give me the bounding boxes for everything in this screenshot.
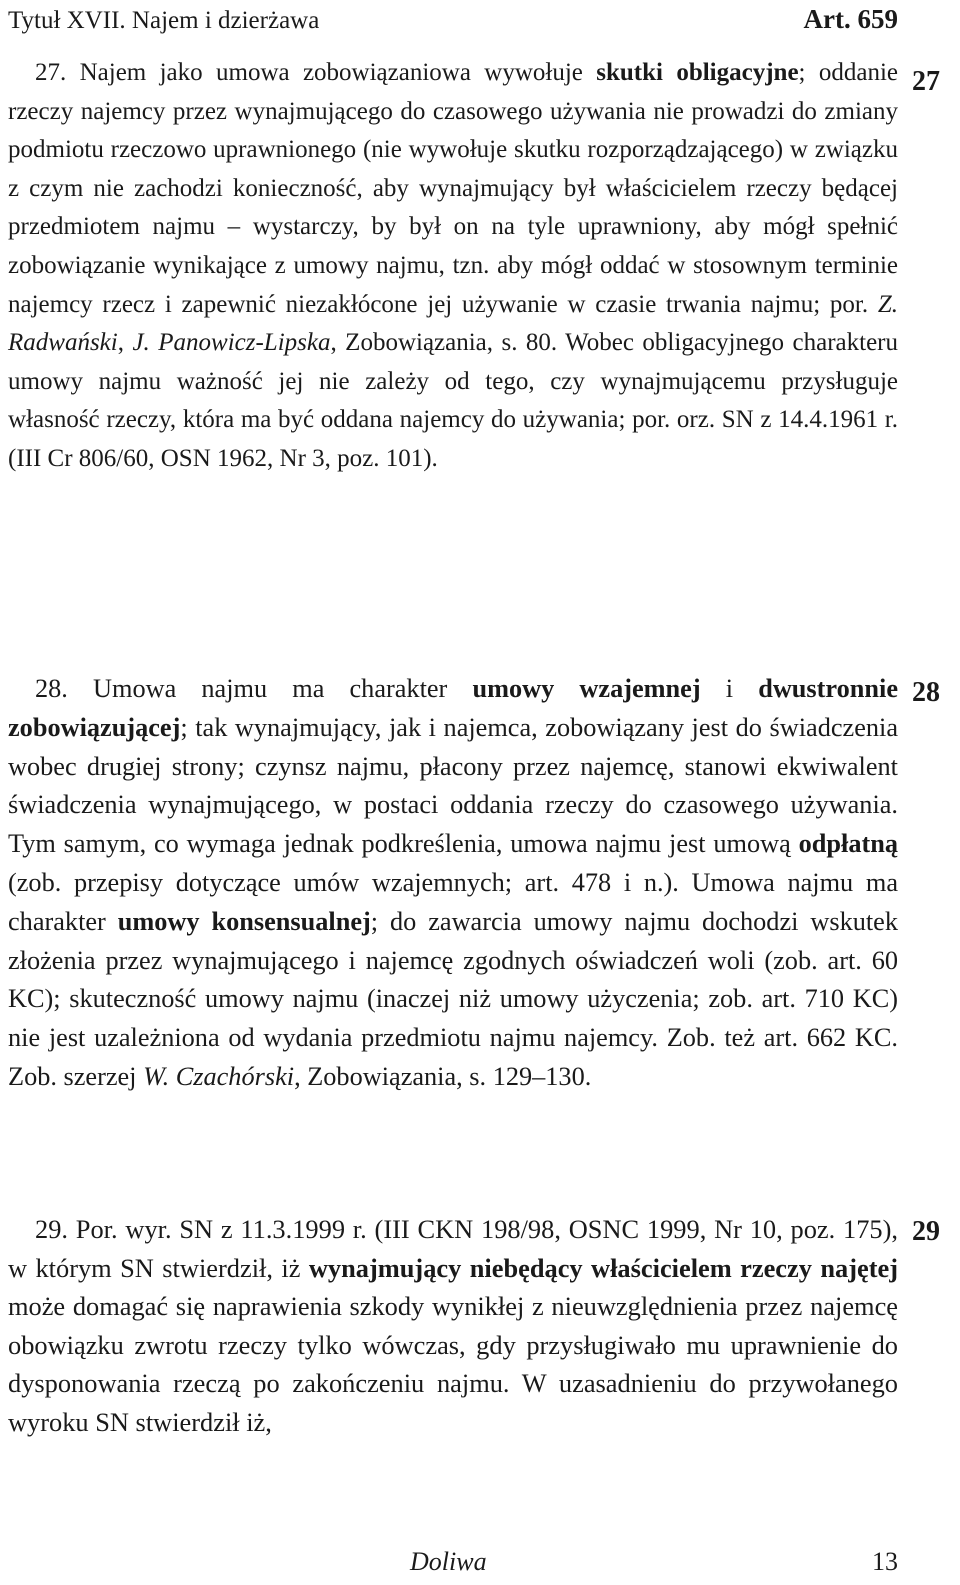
- author-name: Z. Radwański: [8, 290, 898, 357]
- margin-number-28: 28: [912, 677, 940, 708]
- paragraph-27: [8, 54, 898, 479]
- bold-term: odpłatną: [798, 829, 898, 859]
- footer-author: Doliwa: [410, 1547, 487, 1576]
- page-number: 13: [872, 1547, 898, 1576]
- author-name: W. Czachórski: [143, 1061, 295, 1091]
- text-run: ; oddanie rzeczy najemcy przez wynajmującego do czasowego używania nie prowadzi do zmiany podmiotu rzeczowo uprawnionego (nie wywołuje skutku rozporządzającego) w związku z czym nie zachodzi konieczność, aby wynajmujący był właścicielem rzeczy będącej przedmiotem najmu – wystarczy, by był on na tyle uprawniony, aby mógł spełnić zobowiązanie wynikające z umowy najmu, tzn. aby mógł oddać w stosownym terminie najemcy rzecz i zapewnić niezakłócone jej używanie w czasie trwania najmu; por.: [8, 59, 898, 318]
- text-run: ,: [117, 329, 133, 357]
- bold-term: umowy wzajemnej: [472, 674, 701, 703]
- text-run: , Zobowiązania, s. 129–130.: [294, 1061, 592, 1091]
- bold-term: skutki obligacyjne: [596, 59, 799, 86]
- text-run: Najem jako umowa zobowiązaniowa wywołuje: [66, 59, 597, 86]
- author-name: J. Panowicz-Lipska: [132, 329, 331, 357]
- text-run: Umowa najmu ma charakter: [67, 674, 473, 703]
- bold-term: umowy konsensualnej: [117, 906, 371, 936]
- text-run: może domagać się naprawienia szkody wynikłej z nieuwzględnienia przez najemcę obowiązku zwrotu rzeczy tylko wówczas, gdy przysługiwało mu uprawnienie do dysponowania rzeczą po zakończeniu najmu. W uzasadnieniu do przywołanego wyroku SN stwierdził iż,: [8, 1291, 898, 1437]
- text-run: ; do zawarcia umowy najmu dochodzi wskutek złożenia przez wynajmującego i najemcę zgodnych oświadczeń woli (zob. art. 60 KC); skuteczność umowy najmu (inaczej niż umowy użyczenia; zob. art. 710 KC) nie jest uzależniona od wydania przedmiotu najmu najemcy. Zob. też art. 662 KC. Zob. szerzej: [8, 906, 898, 1091]
- bold-term: wynajmujący niebędący właścicielem rzeczy najętej: [308, 1252, 898, 1283]
- text-run: (zob. przepisy dotyczące umów wzajemnych; art. 478 i n.). Umowa najmu ma charakter: [8, 867, 898, 936]
- running-header: [8, 2, 898, 38]
- paragraph-number: 28.: [35, 674, 68, 703]
- bold-term: dwustronnie zobowiązującej: [8, 674, 898, 742]
- margin-number-27: 27: [912, 66, 940, 97]
- paragraph-number: 27.: [35, 59, 67, 86]
- text-run: i: [700, 674, 759, 703]
- page-footer: [8, 1545, 898, 1579]
- paragraph-28: [8, 670, 898, 1097]
- paragraph-number: 29.: [35, 1214, 68, 1244]
- margin-number-29: 29: [912, 1216, 940, 1247]
- header-title: Tytuł XVII. Najem i dzierżawa: [8, 7, 320, 34]
- text-run: ; tak wynajmujący, jak i najemca, zobowiązany jest do świadczenia wobec drugiej strony; czynsz najmu, płacony przez najemcę, stanowi ekwiwalent świadczenia wynajmującego, w postaci oddania rzeczy do czasowego używania. Tym samym, co wymaga jednak podkreślenia, umowa najmu jest umową: [8, 712, 898, 859]
- header-article: Art. 659: [803, 4, 898, 34]
- text-run: , Zobowiązania, s. 80. Wobec obligacyjnego charakteru umowy najmu ważność jej nie zależy od tego, czy wynajmującemu przysługuje własność rzeczy, która ma być oddana najemcy do używania; por. orz. SN z 14.4.1961 r. (III Cr 806/60, OSN 1962, Nr 3, poz. 101).: [8, 329, 898, 472]
- text-run: Por. wyr. SN z 11.3.1999 r. (III CKN 198/98, OSNC 1999, Nr 10, poz. 175), w którym SN stwierdził, iż: [8, 1214, 898, 1283]
- document-page: [8, 0, 898, 1585]
- paragraph-29: [8, 1210, 898, 1442]
